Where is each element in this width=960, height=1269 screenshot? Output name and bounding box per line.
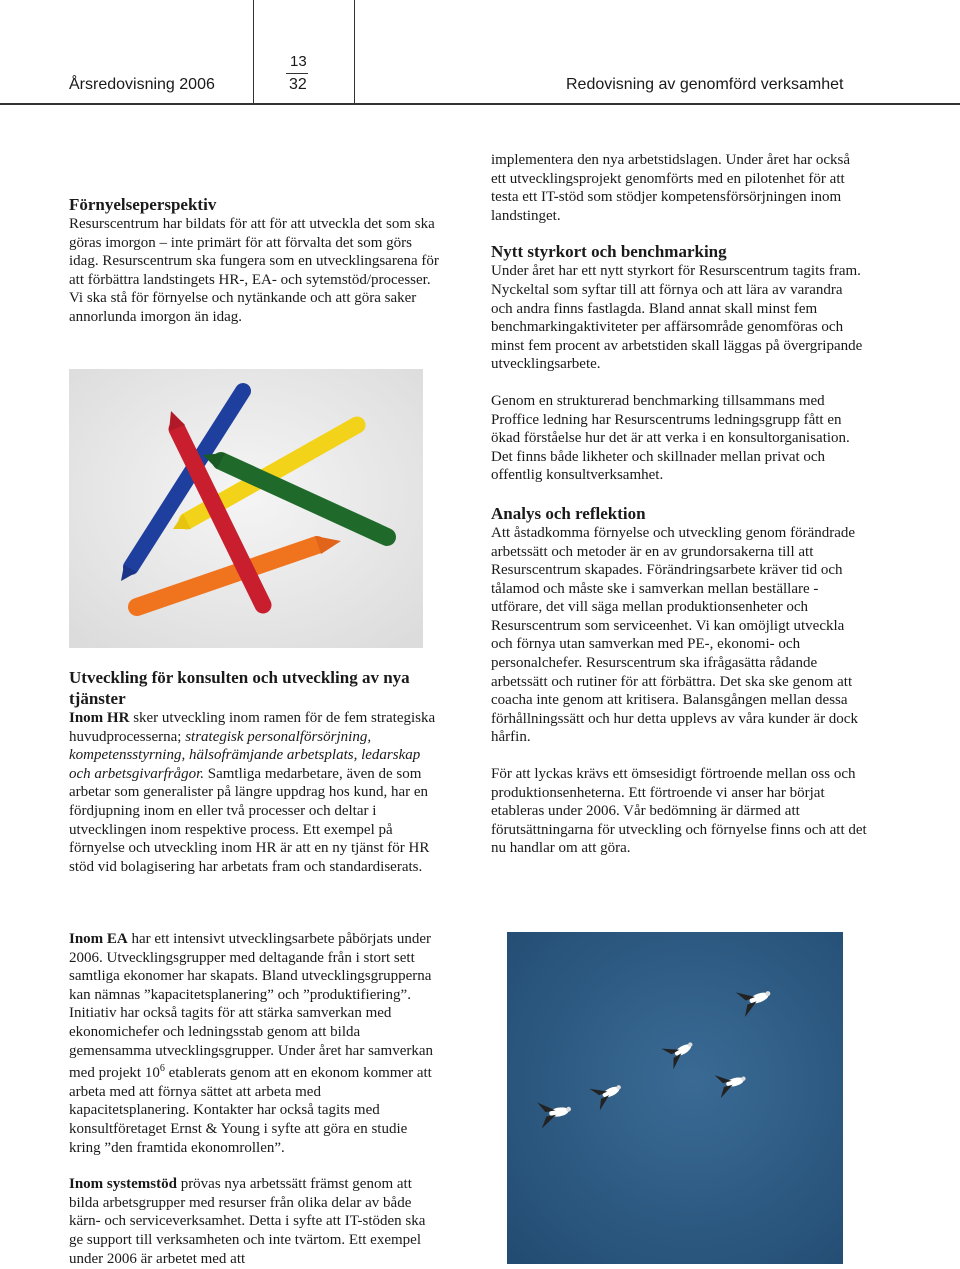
right-column (491, 151, 867, 858)
systemstod-lead: Inom systemstöd (69, 1176, 177, 1193)
styrkort-paragraph: Under året har ett nytt styrkort för Resurscentrum tagits fram. Nyckeltal som syftar till att förnya och att lära av varandra och andra finns fastlagda. Bland annat skall minst fem benchmarkingaktiviteter per affärsområde genomföras och minst fem procent av arbetstiden skall läggas på övergripande utvecklingsarbete. (491, 263, 863, 373)
section-utveckling (69, 667, 439, 876)
intro-paragraph: implementera den nya arbetstidslagen. Under året har också ett utvecklingsprojekt genomförts med en pilotenhet för att testa ett IT-stöd som stödjer kompetensförsörjningen inom landstinget. (491, 152, 851, 224)
closing-paragraph: För att lyckas krävs ett ömsesidigt förtroende mellan oss och produktionsenheterna. Ett förtroende vi anser har börjat etableras under 2006. Vår bedömning är därmed att förutsättningarna för utveckling och förnyelse finns och att det nu handlar om att göra. (491, 766, 867, 857)
header-report-title: Årsredovisning 2006 (69, 76, 215, 93)
hr-lead: Inom HR (69, 710, 130, 726)
analys-paragraph: Att åstadkomma förnyelse och utveckling genom förändrade arbetssätt och metoder är en av grundorsakerna till att Resurscentrum skapades. Förändringsarbete kräver tid och tålamod och måste ske i samverkan mellan beställare - utförare, det vill säga mellan produktionsenheter och Resurscentrum som serviceenhet. Vi kan omöjligt utveckla och förnya utan samverkan med PE-, ekonomi- och personalchefer. Resurscentrum ska ifrågasätta rådande arbetssätt och rutiner för att förbättra. Det ska ske genom att coacha inte genom att kritisera. Balansgången mellan dessa förhållningssätt och hur detta upplevs av våra kunder är dock hårfin. (491, 524, 858, 746)
header-divider-right (354, 0, 355, 104)
section-heading: Utveckling för konsulten och utveckling av nya tjänster (69, 668, 410, 708)
ea-lead: Inom EA (69, 931, 128, 947)
ea-paragraph: Inom EA har ett intensivt utvecklingsarbete påbörjats under 2006. Utvecklingsgrupper med deltagande från i stort sett samtliga ekonomer har skapats. Bland utvecklingsgrupperna kan nämnas ”kapacitetsplanering” och ”produktifiering”. Initiativ har också tagits för att stärka samverkan med ekonomichefer och ledningsstab genom att bilda gemensamma utvecklingsgrupper. Under året har samverkan med projekt $10^6$ etablerats genom att en ekonom kommer att arbeta med att förnya sättet att arbeta med kapacitetsplanering. Kontakter har också tagits med konsultföretaget Ernst & Young i syfte att göra en studie kring ”den framtida ekonomrollen”. (69, 931, 434, 1156)
section-heading: Nytt styrkort och benchmarking (491, 242, 727, 262)
header-page-number: 32 (289, 76, 307, 93)
section-paragraph: Resurscentrum har bildats för att för att utveckla det som ska göras imorgon – inte primärt för att förvalta det som görs idag. Resurscentrum ska fungera som en utvecklingsarena för att förbättra landstingets HR-, EA- och sytemstöd/processer. Vi ska stå för förnyelse och nytänkande och att göra saker annorlunda imorgon än idag. (69, 216, 439, 325)
hr-paragraph: Inom HR sker utveckling inom ramen för de fem strategiska huvudprocesserna; strategisk personalförsörjning, kompetensstyrning, hälsofrämjande arbetsplats, ledarskap och arbetsgivarfrågor. Samtliga medarbetare, även de som arbetar som generalister på längre uppdrag hos kund, har en fördjupning inom en eller två processer och deltar i utvecklingen inom respektive process. Ett exempel på förnyelse och utveckling inom HR är att en ny tjänst för HR stöd vid bolagisering har arbetats fram och standardiserats. (69, 710, 436, 875)
header-section-page: 13 (290, 53, 307, 70)
section-heading: Analys och reflektion (491, 503, 646, 523)
benchmark-paragraph: Genom en strukturerad benchmarking tillsammans med Proffice ledning har Resurscentrums ledningsgrupp fått en ökad förståelse hur det är att verka i en konsultorganisation. Det finns både likheter och skillnader mellan privat och offentlig konsultverksamhet. (491, 392, 850, 484)
crayons-photo (69, 369, 423, 648)
hr-process-list: strategisk personalförsörjning, kompetensstyrning, hälsofrämjande arbetsplats, ledarskap och arbetsgivarfrågor. (69, 728, 421, 782)
superscript: 6 (159, 1063, 165, 1075)
header-section-title: Redovisning av genomförd verksamhet (566, 76, 844, 93)
geese-photo (507, 932, 843, 1264)
header-divider-left (253, 0, 254, 104)
section-heading: Förnyelseperspektiv (69, 195, 217, 214)
page-number-rule (286, 73, 308, 74)
section-ea-systemstod (69, 930, 439, 1268)
section-fornyelse (69, 194, 439, 327)
header-rule (0, 103, 960, 105)
systemstod-paragraph: Inom systemstöd prövas nya arbetssätt främst genom att bilda arbetsgrupper med resurser från olika delar av både kärn- och serviceverksamhet. Detta i syfte att IT-stöden ska ge support till verksamheten och inte tvärtom. Ett exempel under 2006 är arbetet med att (69, 1176, 426, 1267)
